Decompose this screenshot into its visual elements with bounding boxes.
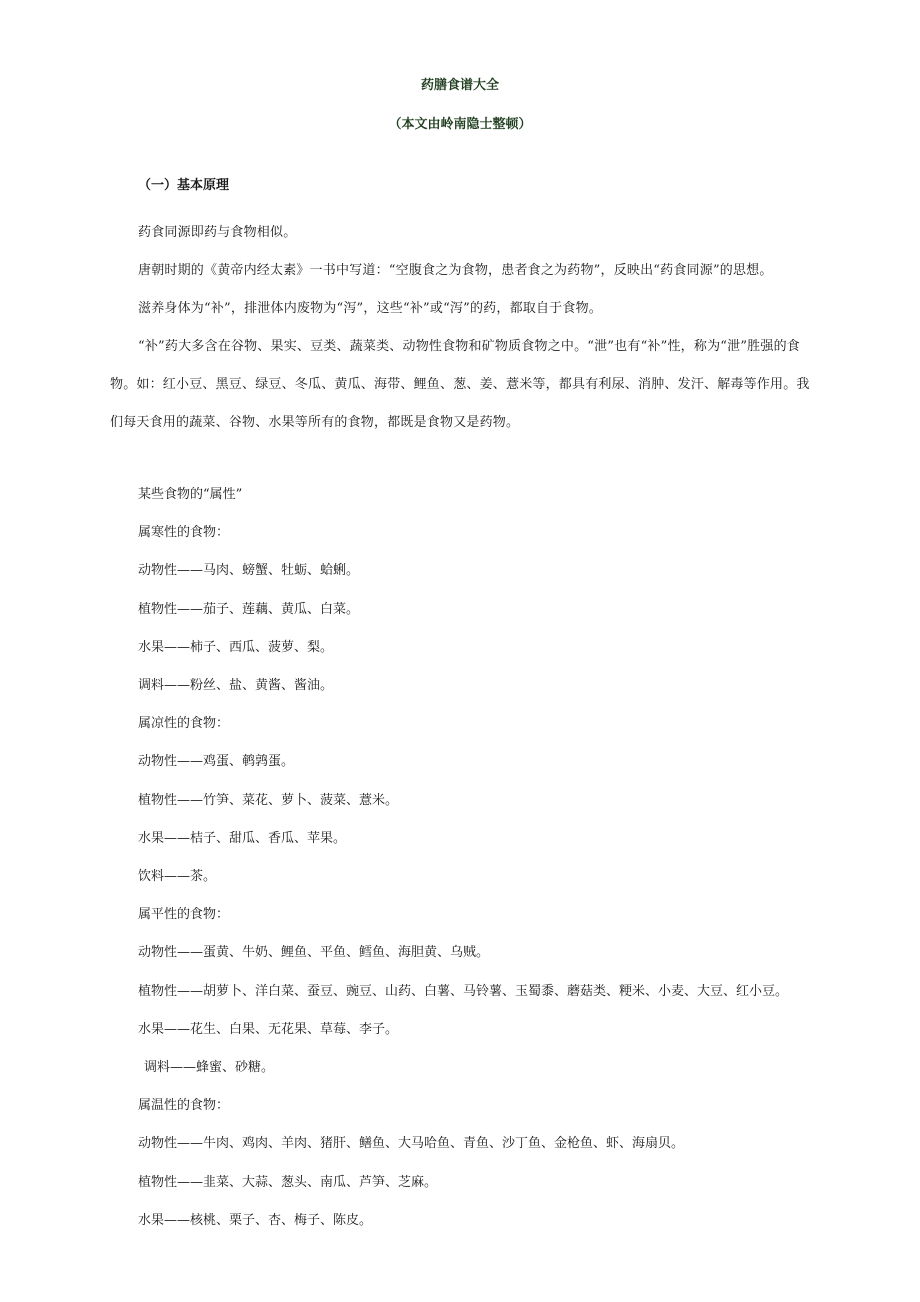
list-item: 水果——柿子、西瓜、菠萝、梨。 [138, 639, 334, 655]
list-item: 调料——蜂蜜、砂糖。 [144, 1060, 275, 1076]
list-item: 属寒性的食物： [138, 525, 230, 541]
list-item: 水果——核桃、栗子、杏、梅子、陈皮。 [138, 1212, 373, 1228]
list-item: 水果——桔子、甜瓜、香瓜、苹果。 [138, 830, 347, 846]
intro-paragraph: “补”药大多含在谷物、果实、豆类、蔬菜类、动物性食物和矿物质食物之中。“泄”也有“补”性，称为“泄”胜强的食物。如：红小豆、黑豆、绿豆、冬瓜、黄瓜、海带、鲤鱼、葱、姜、薏米等，都具有利尿、消肿、发汗、解毒等作用。我们每天食用的蔬菜、谷物、水果等所有的食物，都既是食物又是药物。 [110, 339, 810, 430]
document-title: 药膳食谱大全 [420, 78, 499, 93]
list-item: 属凉性的食物： [138, 716, 230, 732]
intro-paragraph: 滋养身体为“补”，排泄体内废物为“泻”，这些“补”或“泻”的药，都取自于食物。 [138, 301, 602, 316]
list-item: 植物性——竹笋、菜花、萝卜、菠菜、薏米。 [138, 792, 399, 808]
intro-section [110, 214, 820, 442]
list-item: 属温性的食物： [138, 1098, 230, 1114]
document-subtitle: （本文由岭南隐士整顿） [388, 117, 532, 132]
intro-paragraph: 药食同源即药与食物相似。 [138, 225, 297, 240]
list-item: 动物性——蛋黄、牛奶、鲤鱼、平鱼、鳕鱼、海胆黄、乌贼。 [138, 945, 490, 961]
list-item: 植物性——茄子、莲藕、黄瓜、白菜。 [138, 601, 360, 617]
list-item: 水果——花生、白果、无花果、草莓、李子。 [138, 1021, 399, 1037]
section-heading: （一）基本原理 [138, 178, 230, 193]
list-item: 动物性——鸡蛋、鹌鹑蛋。 [138, 754, 295, 770]
list-item: 调料——粉丝、盐、黄酱、酱油。 [138, 678, 334, 694]
list-item: 植物性——韭菜、大蒜、葱头、南瓜、芦笋、芝麻。 [138, 1174, 438, 1190]
list-item: 动物性——牛肉、鸡肉、羊肉、猪肝、鳝鱼、大马哈鱼、青鱼、沙丁鱼、金枪鱼、虾、海扇贝。 [138, 1136, 685, 1152]
list-item: 属平性的食物： [138, 907, 230, 923]
list-item: 某些食物的“属性” [138, 487, 243, 502]
list-item: 饮料——茶。 [138, 869, 217, 885]
food-property-list [138, 476, 828, 1240]
list-item: 动物性——马肉、螃蟹、牡蛎、蛤蜊。 [138, 563, 360, 579]
intro-paragraph: 唐朝时期的《黄帝内经太素》一书中写道：“空腹食之为食物，患者食之为药物”，反映出“药食同源”的思想。 [138, 263, 773, 278]
list-item: 植物性——胡萝卜、洋白菜、蚕豆、豌豆、山药、白薯、马铃薯、玉蜀黍、蘑菇类、粳米、小麦、大豆、红小豆。 [138, 983, 789, 999]
